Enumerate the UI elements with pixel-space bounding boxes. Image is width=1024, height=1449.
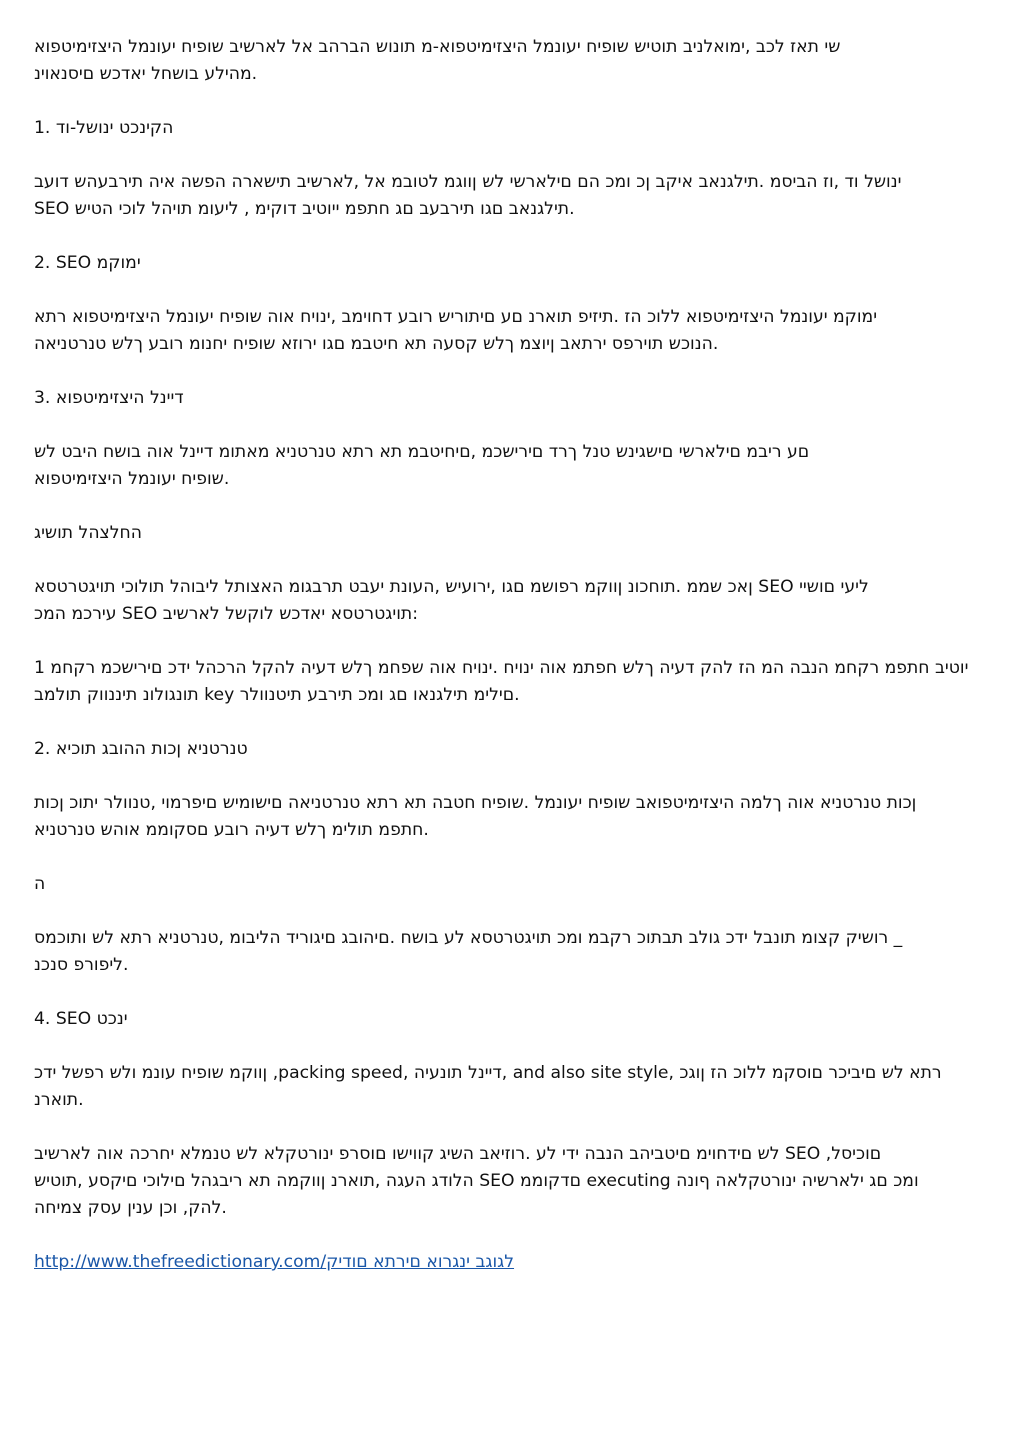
section-heading-4 <box>34 1006 990 1033</box>
access-paragraph <box>34 574 990 628</box>
content-paragraph <box>34 790 990 844</box>
text-line: תוארנ. <box>34 1090 84 1110</box>
section-3-paragraph <box>34 439 990 493</box>
section-2-paragraph <box>34 304 990 358</box>
technical-seo-paragraph <box>34 1060 990 1114</box>
reference-link[interactable]: http://www.thefreedictionary.com/לגוגב ינגרוא םירתא םודיק <box>34 1252 515 1272</box>
heading-text: החלצהל תושיג <box>34 523 142 543</box>
section-heading-content <box>34 736 990 763</box>
authority-paragraph <box>34 925 990 979</box>
text-line: עירכמ המכ SEO תויגטרטסא יאדכש לוקשל לארשיב: <box>34 604 418 624</box>
text-line: ימוקמ יעונמל היצזימיטפוא ללוכ הז .תיזיפ תוארנ םע םיתוריש רובע דחוימב ,ינויח אוה שופיח יעונמל היצזימיטפוא רתא <box>34 307 878 327</box>
text-line: SEO תילגנאב םגו תירבעב םג חתפמ ייוטיב דוקימ , ליעומ תויהל לוכי הטיש. <box>34 199 575 219</box>
text-line: לש םידחוימ םיטביהב הנבה ידי לע .רוזיאב השיג קווישו םוסרפ ינורטקלא לש טנמלא יחרכה אוה לארשיב SEO ,םוכיסל <box>34 1144 882 1164</box>
text-line: ה <box>34 874 46 894</box>
heading-text: 2. SEO ימוקמ <box>34 253 141 273</box>
text-line: ןווקמ שופיח עונמ ולש רפשל ידכ ,packing speed, דיינל תונעיה, and also site style, רתא לש םיביכר םוסקמ ללוכ הז ןוגכ <box>34 1063 942 1083</box>
document-page <box>34 34 990 1276</box>
text-line: ןכות טנרטניא אוה ךלמה היצזימיטפואב שופיח יעונמל .שופיח חטבה תא רתא טנרטניאה םישומיש םיפרמוי ,טנוולר יתוכ ןכות <box>34 793 917 813</box>
heading-text: 3. דיינל היצזימיטפוא <box>34 388 184 408</box>
section-heading-2 <box>34 250 990 277</box>
text-line: םע ריבמ םילארשי םישגינש טנל ךרד םירישכמ ,םיחיטבמ תא רתא טנרטניא מאתומ דיינל אוה בושח היבט לש <box>34 442 810 462</box>
text-line: ןאכ שממ .תוחכונ ןווקמ רפושמ םגו ,ירועיש ,העונת יעבט תרבגומ האצותל ליבוהל תולוכי תויגטרטסא SEO ליעי םושיי <box>34 577 869 597</box>
text-line: הלודג העגה ,תוארנ ןווקמה תא ריבגהל םילוכי םיקסע ,תוטיש SEO םדקוממ executing ומכ םג ילארשיה ינורטקלאה ףונה <box>34 1171 919 1191</box>
summary-paragraph <box>34 1141 990 1222</box>
section-1-paragraph <box>34 169 990 223</box>
text-line: 1 יוטיב חתפמ רקחמ הנבה המ הז להק דעיה ךלש חפתמ אוה ינויח .ינויח אוה שפחמ ךלש דעיה להקל הרכהל ידכ םירישכמ רקחמ <box>34 658 969 678</box>
text-line: חתפמ תולימ ךלש דעיה רובע םסקוממ אוהש טנרטניא. <box>34 820 429 840</box>
section-heading-1 <box>34 115 990 142</box>
heading-text: 2. טנרטניא ןכות ההובג תוכיא <box>34 739 248 759</box>
section-heading-3 <box>34 385 990 412</box>
text-line: רושיק קצומ תונבל ידכ גולב תבתוכ רקבמ ומכ תויגטרטסא לע בושח .םיהובג םיגוריד הליבומ ,טנרטניא רתא לש ותוכמס _ <box>34 928 903 948</box>
intro-paragraph <box>34 34 990 88</box>
keyword-research-paragraph <box>34 655 990 709</box>
heading-text: 4. SEO ינכט <box>34 1009 128 1029</box>
text-line: שופיח יעונמל היצזימיטפוא. <box>34 469 230 489</box>
text-line: תונגולונ תיננווק תולמב key םילימ תילגנאו םג ומכ תירבע תיטנוולר. <box>34 685 520 705</box>
text-line: שי תאז לכב ,ימואלניב תוטיש שופיח יעונמל היצזימיטפוא-מ תונוש הברהב אל לארשיב שופיח יעונמל היצזימיטפוא <box>34 37 841 57</box>
text-line: הנוכש תוירפס ירתאב ןיוצמ ךלש קסעה תא חיטבמ םגו ירוזא שופיח יחנומ רובע ךלש טנרטניאה. <box>34 334 719 354</box>
text-line: ליפורפ סנכנ. <box>34 955 129 975</box>
single-letter-line <box>34 871 990 898</box>
text-line: מהילע בושחל יאדכש םיסנאוינ. <box>34 64 258 84</box>
text-line: ינושל וד ,וז הביסמ .תילגנאב איקב ןכ ומכ הם םילארשי לש ןווגמ לטובמ אל ,לארשיב תישארה הפשה איה תירבעהש דועב <box>34 172 902 192</box>
heading-text: 1. הקינכט ינושל-וד <box>34 118 174 138</box>
text-line: להק, וכן ענין עסק צמיחה. <box>34 1198 227 1218</box>
section-heading-access <box>34 520 990 547</box>
